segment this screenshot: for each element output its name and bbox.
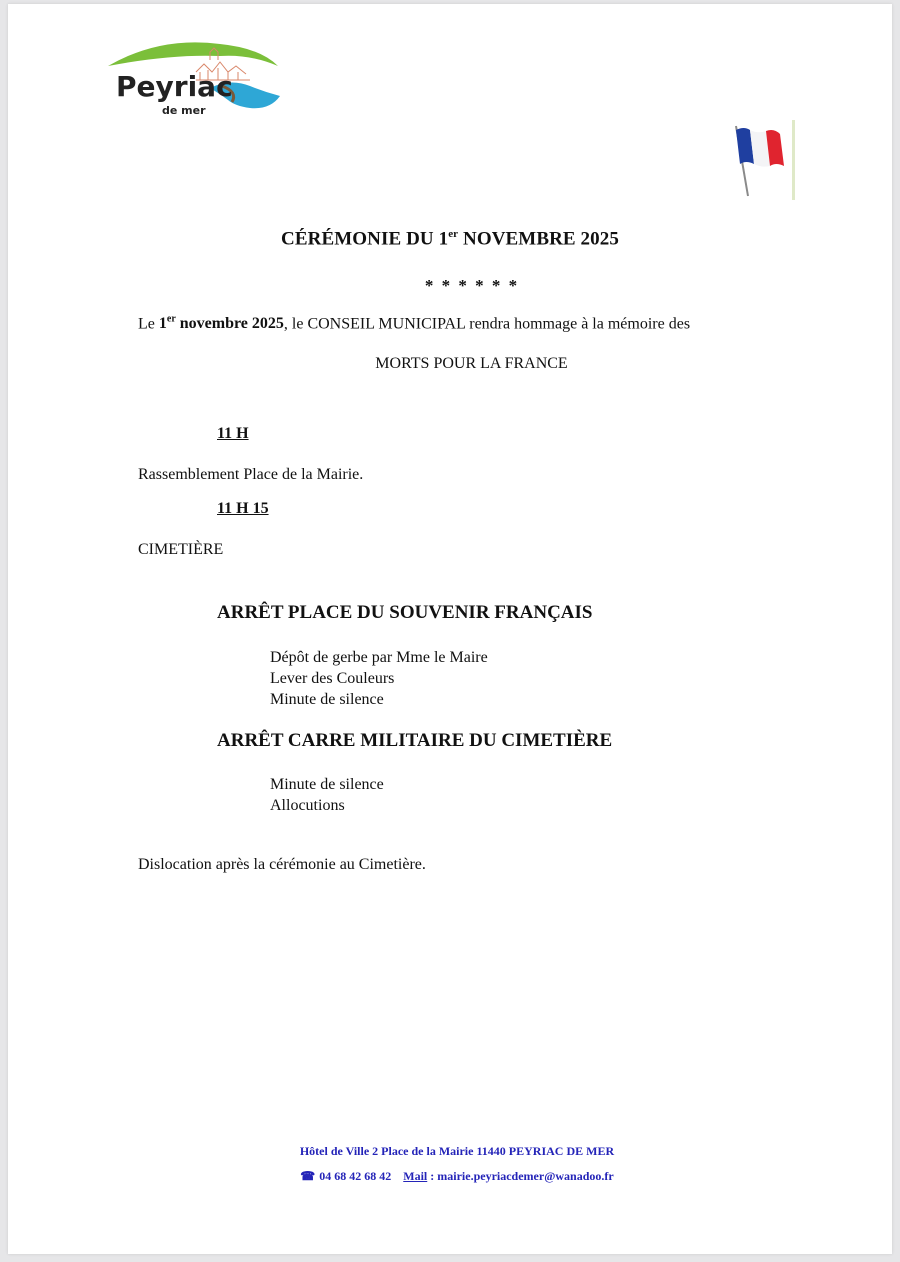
time-11h15: 11 H 15 [217, 500, 269, 517]
list-item: Minute de silence [270, 691, 384, 708]
svg-text:Peyriac: Peyriac [116, 70, 233, 103]
list-item: Dépôt de gerbe par Mme le Maire [270, 649, 488, 666]
schedule-text-rassemblement: Rassemblement Place de la Mairie. [138, 466, 364, 483]
carre-militaire-list [270, 774, 384, 816]
peyriac-logo [100, 36, 290, 122]
intro-paragraph: Le 1er novembre 2025, le CONSEIL MUNICIPAL rendra hommage à la mémoire des [138, 314, 691, 333]
morts-pour-la-france: MORTS POUR LA FRANCE [375, 355, 568, 372]
page-title: CÉRÉMONIE DU 1er NOVEMBRE 2025 [281, 228, 619, 250]
heading-souvenir-francais: ARRÊT PLACE DU SOUVENIR FRANÇAIS [217, 602, 593, 623]
french-flag-icon [726, 120, 796, 204]
footer-phone: 04 68 42 68 42 [319, 1169, 392, 1183]
heading-carre-militaire: ARRÊT CARRE MILITAIRE DU CIMETIÈRE [217, 730, 613, 751]
separator-stars: * * * * * * [424, 276, 520, 295]
footer-email[interactable]: : mairie.peyriacdemer@wanadoo.fr [427, 1169, 614, 1183]
mail-link[interactable]: Mail [403, 1169, 428, 1183]
souvenir-francais-list [270, 647, 488, 710]
time-11h: 11 H [217, 425, 249, 442]
schedule-text-cimetiere: CIMETIÈRE [138, 541, 224, 558]
list-item: Lever des Couleurs [270, 670, 395, 687]
closing-text: Dislocation après la cérémonie au Cimetière. [138, 856, 426, 873]
svg-text:de mer: de mer [162, 104, 206, 117]
phone-icon: ☎ [300, 1169, 316, 1183]
footer-address: Hôtel de Ville 2 Place de la Mairie 11440 PEYRIAC DE MER [299, 1144, 615, 1158]
list-item: Minute de silence [270, 776, 384, 793]
list-item: Allocutions [270, 797, 345, 814]
footer-contact [0, 1169, 900, 1184]
